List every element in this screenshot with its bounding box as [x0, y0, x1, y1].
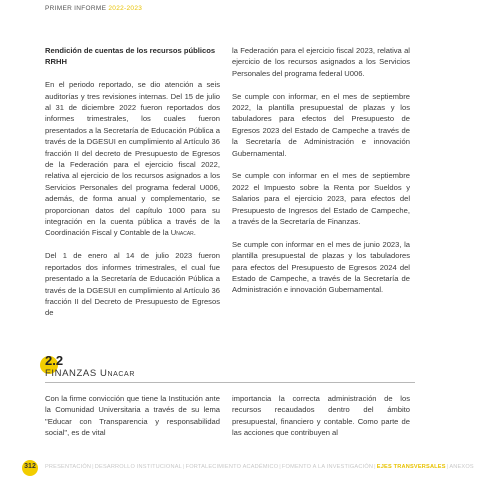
footer-nav-item[interactable]: FOMENTO A LA INVESTIGACIÓN [281, 463, 374, 470]
paragraph: Se cumple con informar en el mes de junio 2023, la plantilla presupuestal de plazas y los tabuladores para efectos del Presupuesto de Egresos 2024 del Estado de Campeche, a través de la Secretaría de Administración e innovación Gubernamental. [232, 239, 410, 295]
paragraph-end: . [193, 228, 196, 238]
page-number: 312 [24, 463, 36, 470]
paragraph: Del 1 de enero al 14 de julio 2023 fueron reportados dos informes trimestrales, el cual fue presentado a la Secretaría de Educación Pública a través de la DGESUI en cumplimiento al Artículo 36 fracción II del Decreto de Presupuesto de Egresos de [45, 251, 220, 318]
footer-nav-item[interactable]: PRESENTACIÓN [45, 463, 92, 470]
page-footer [0, 460, 480, 476]
footer-nav-item[interactable]: ANEXOS [449, 463, 474, 470]
section-heading: Rendición de cuentas de los recursos públicos RRHH [45, 46, 216, 67]
footer-section-nav: PRESENTACIÓN|DESARROLLO INSTITUCIONAL|FORTALECIMIENTO ACADÉMICO|FOMENTO A LA INVESTIGACIÓN|EJES TRANSVERSALES|ANEXOS [45, 463, 474, 470]
section-title [45, 368, 135, 379]
footer-nav-item-active[interactable]: EJES TRANSVERSALES [376, 463, 446, 470]
running-header [45, 5, 142, 12]
paragraph [45, 79, 220, 239]
footer-nav-item[interactable]: FORTALECIMIENTO ACADÉMICO [185, 463, 279, 470]
paragraph: Se cumple con informar, en el mes de septiembre 2022, la plantilla presupuestal de plazas y los tabuladores para efectos del Presupuesto de Egresos 2023 del Estado de Campeche a través de la Secretaría de Administración e innovación Gubernamental. [232, 91, 410, 158]
header-prefix: PRIMER INFORME [45, 5, 107, 12]
section-divider [45, 382, 415, 383]
bottom-left-column [45, 393, 220, 450]
section-title-main: FINANZAS [45, 368, 101, 379]
left-column [45, 45, 220, 330]
section-number: 2.2 [45, 353, 64, 368]
paragraph: Con la firme convicción que tiene la Institución ante la Comunidad Universitaria a través de su lema "Educar con Transparencia y responsabilidad social", es de vital [45, 394, 220, 438]
bottom-right-column [232, 393, 410, 450]
unacar-smallcaps: Unacar [170, 228, 194, 238]
right-column [232, 45, 410, 307]
paragraph: la Federación para el ejercicio fiscal 2023, relativa al ejercicio de los recursos asignados a los Servicios Personales del programa federal U006. [232, 46, 410, 78]
section-title-smallcaps: Unacar [100, 368, 135, 379]
header-years: 2022-2023 [108, 5, 143, 12]
footer-nav-item[interactable]: DESARROLLO INSTITUCIONAL [94, 463, 182, 470]
paragraph: importancia la correcta administración de los recursos recaudados dentro del ámbito presupuestal, financiero y contable. Como parte de las acciones que contribuyen al [232, 394, 410, 438]
paragraph-text: En el periodo reportado, se dio atención a seis auditorías y tres revisiones internas. Del 15 de julio al 31 de diciembre 2022 fueron reportados dos informes trimestrales, los cuales fueron presentados a la Secretaría de Educación Pública a través de la DGESUI en cumplimiento al Artículo 36 fracción II del decreto de Presupuesto de Egresos de la Federación para el ejercicio fiscal 2022, relativa al ejercicio de los recursos asignados a los Servicios Personales del programa federal U006, además, de forma anual y complementario, se proporcionan datos del capítulo 1000 para su integración en la cuenta pública a través de la Coordinación Fiscal y Contable de la [45, 80, 220, 238]
paragraph: Se cumple con informar en el mes de septiembre 2022 el Impuesto sobre la Renta por Sueldos y Salarios para el ejercicio 2023, para efectos del Presupuesto de Ingresos del Estado de Campeche, a través de la Secretaría de Finanzas. [232, 171, 410, 227]
